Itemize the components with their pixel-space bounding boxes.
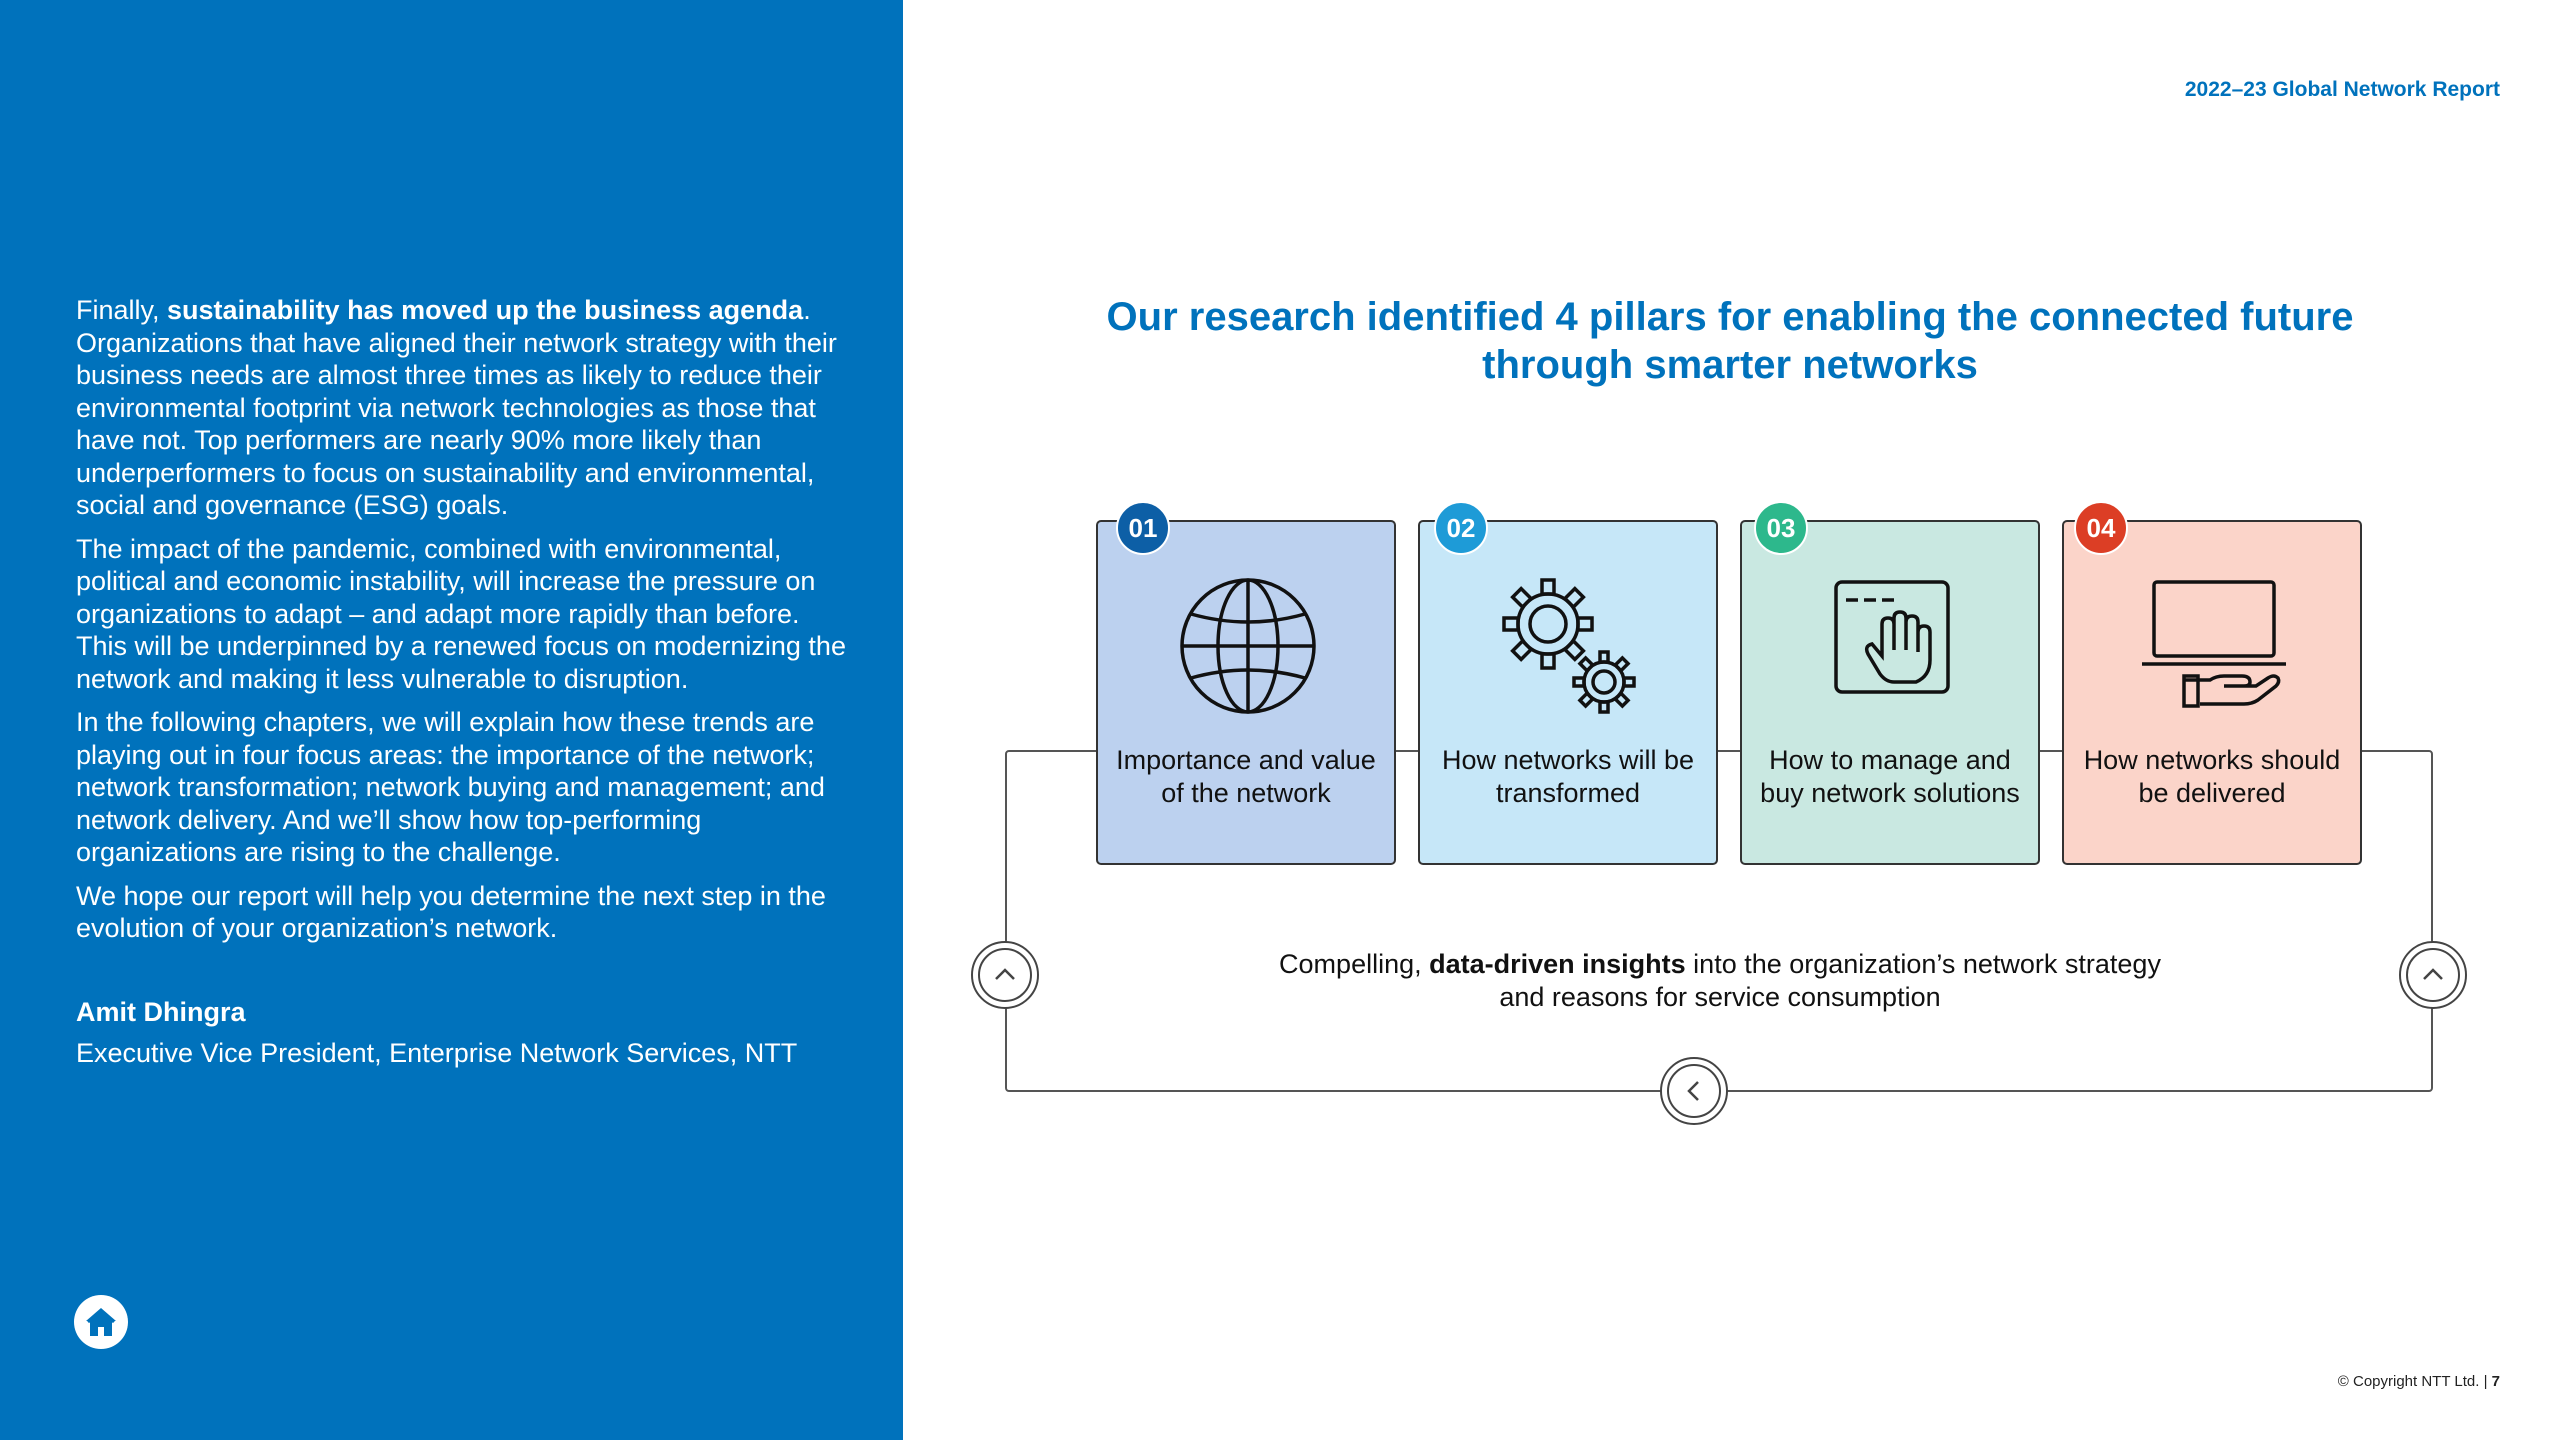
report-title: 2022–23 Global Network Report [2184, 78, 2500, 101]
page-heading [1080, 293, 2380, 389]
insight-pre: Compelling, [1279, 949, 1430, 979]
insight-bold: data-driven insights [1429, 949, 1686, 979]
insight-line-1 [1200, 948, 2240, 981]
page-number: 7 [2491, 1373, 2500, 1390]
hand-screen-icon [1818, 572, 1966, 720]
loop-arrow-left-bottom [1660, 1057, 1728, 1125]
p1-post: . Organizations that have aligned their network strategy with their business needs are almost three times as likely to reduce their environmental footprint via network technologies as those that have not. Top performers are nearly 90% more likely than underperformers to focus on sustainability and environmental, social and governance (ESG) goals. [76, 295, 837, 520]
left-panel [0, 0, 903, 1440]
pillar-badge-2: 02 [1434, 501, 1488, 555]
loop-arrow-up-right [2399, 941, 2467, 1009]
pillar-badge-4: 04 [2074, 501, 2128, 555]
paragraph-1 [76, 294, 856, 522]
paragraph-2: The impact of the pandemic, combined with environmental, political and economic instability, will increase the pressure on organizations to adapt – and adapt more rapidly than before. This will be underpinned by a renewed focus on modernizing the network and making it less vulnerable to disruption. [76, 533, 846, 694]
author-title: Executive Vice President, Enterprise Network Services, NTT [76, 1038, 798, 1068]
intro-text [76, 294, 856, 956]
chevron-up-icon [992, 962, 1018, 988]
insight-post: into the organization’s network strategy [1685, 949, 2161, 979]
paragraph-4: We hope our report will help you determine the next step in the evolution of your organization’s network. [76, 880, 826, 943]
pillar-card-4 [2062, 520, 2362, 865]
p1-pre: Finally, [76, 295, 168, 325]
laptop-hand-icon [2140, 572, 2288, 720]
heading-line-1: Our research identified 4 pillars for enabling the connected future [1106, 295, 2354, 339]
heading-line-2: through smarter networks [1482, 343, 1978, 387]
pillar-badge-3: 03 [1754, 501, 1808, 555]
pillar-card-1 [1096, 520, 1396, 865]
gears-icon [1496, 572, 1644, 720]
pillar-card-3 [1740, 520, 2040, 865]
pillar-label-4: How networks should be delivered [2083, 745, 2341, 808]
globe-icon [1174, 572, 1322, 720]
pillar-badge-1: 01 [1116, 501, 1170, 555]
copyright-text: © Copyright NTT Ltd. | [2337, 1373, 2492, 1390]
paragraph-3: In the following chapters, we will explain how these trends are playing out in four focus areas: the importance of the network; network transformation; network buying and management; and network delivery. And we’ll show how top-performing organizations are rising to the challenge. [76, 707, 825, 867]
author-name: Amit Dhingra [76, 997, 246, 1027]
chevron-left-icon [1681, 1078, 1707, 1104]
home-icon [84, 1306, 118, 1338]
pillar-label-2: How networks will be transformed [1441, 745, 1695, 808]
loop-arrow-up-left [971, 941, 1039, 1009]
insight-line-2: and reasons for service consumption [1499, 981, 1941, 1012]
pillar-label-3: How to manage and buy network solutions [1760, 745, 2020, 808]
p1-bold: sustainability has moved up the business agenda [167, 295, 804, 325]
copyright [2338, 1373, 2500, 1390]
insight-text [1200, 948, 2240, 1013]
chevron-up-icon [2420, 962, 2446, 988]
pillar-label-1: Importance and value of the network [1116, 745, 1376, 808]
home-button[interactable] [74, 1295, 128, 1349]
pillar-card-2 [1418, 520, 1718, 865]
